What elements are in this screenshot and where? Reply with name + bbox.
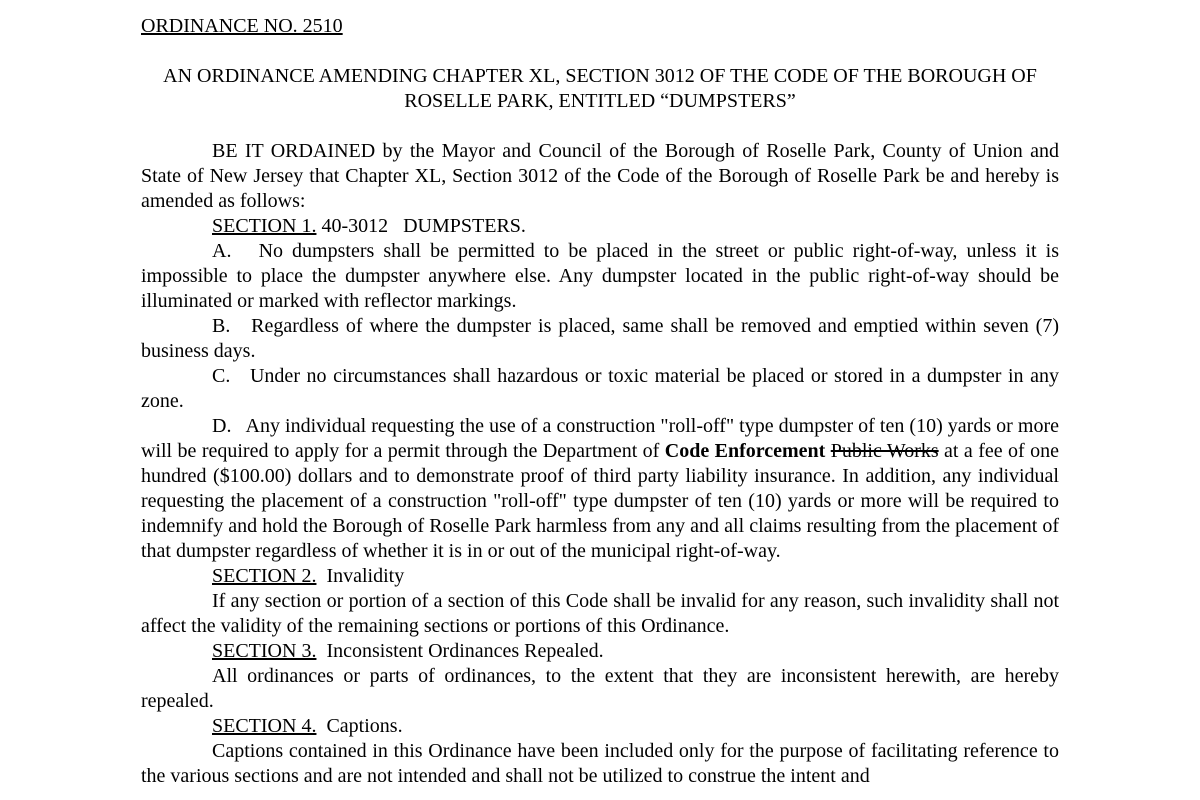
section-3-heading (141, 639, 1059, 664)
item-a-paragraph: A. No dumpsters shall be permitted to be placed in the street or public right-of-way, unless it is impossible to place the dumpster anywhere else. Any dumpster located in the public right-of-way should be illuminated or marked with reflector markings. (141, 240, 1064, 312)
section-2-body: If any section or portion of a section of this Code shall be invalid for any reason, such invalidity shall not affect the validity of the remaining sections or portions of this Ordinance. (141, 590, 1059, 637)
item-d-text-start: D. Any individual requesting the use of a construction "roll-off" type dumpster of ten (10) yards or more will be required to apply for a permit through the Department of (141, 415, 1064, 462)
ordinance-page (141, 14, 1064, 789)
section-3-label: SECTION 3. (212, 640, 317, 662)
section-1-label: SECTION 1. (212, 215, 317, 237)
section-4-title: Captions. (316, 715, 403, 737)
preamble-paragraph: BE IT ORDAINED by the Mayor and Council of the Borough of Roselle Park, County of Union and State of New Jersey that Chapter XL, Section 3012 of the Code of the Borough of Roselle Park be and hereby is amended as follows: (141, 140, 1059, 212)
ordinance-title: AN ORDINANCE AMENDING CHAPTER XL, SECTION 3012 OF THE CODE OF THE BOROUGH OF ROSELLE PARK, ENTITLED “DUMPSTERS” (163, 65, 1037, 112)
item-d-inserted-text: Code Enforcement (664, 440, 826, 462)
item-b-paragraph: B. Regardless of where the dumpster is placed, same shall be removed and emptied within seven (7) business days. (141, 315, 1064, 362)
section-2-heading (141, 564, 1059, 589)
section-2-label: SECTION 2. (212, 565, 317, 587)
section-4-body: Captions contained in this Ordinance have been included only for the purpose of facilitating reference to the various sections and are not intended and shall not be utilized to construe the intent and (141, 740, 1059, 787)
item-d-text-end: at a fee of one hundred ($100.00) dollars and to demonstrate proof of third party liability insurance. In addition, any individual requesting the placement of a construction "roll-off" type dumpster of ten (10) yards or more will be required to indemnify and hold the Borough of Roselle Park harmless from any and all claims resulting from the placement of that dumpster regardless of whether it is in or out of the municipal right-of-way. (141, 440, 1064, 562)
item-d-paragraph (141, 414, 1064, 564)
section-1-heading (141, 214, 1059, 239)
section-3-title: Inconsistent Ordinances Repealed. (316, 640, 604, 662)
section-4-heading (141, 714, 1059, 739)
section-1-title: 40-3012 DUMPSTERS. (316, 215, 526, 237)
section-2-title: Invalidity (316, 565, 405, 587)
ordinance-number: ORDINANCE NO. 2510 (141, 15, 343, 37)
section-4-label: SECTION 4. (212, 715, 317, 737)
item-d-deleted-text: Public Works (830, 440, 939, 462)
item-c-paragraph: C. Under no circumstances shall hazardous or toxic material be placed or stored in a dumpster in any zone. (141, 365, 1064, 412)
section-3-body: All ordinances or parts of ordinances, to the extent that they are inconsistent herewith, are hereby repealed. (141, 665, 1059, 712)
